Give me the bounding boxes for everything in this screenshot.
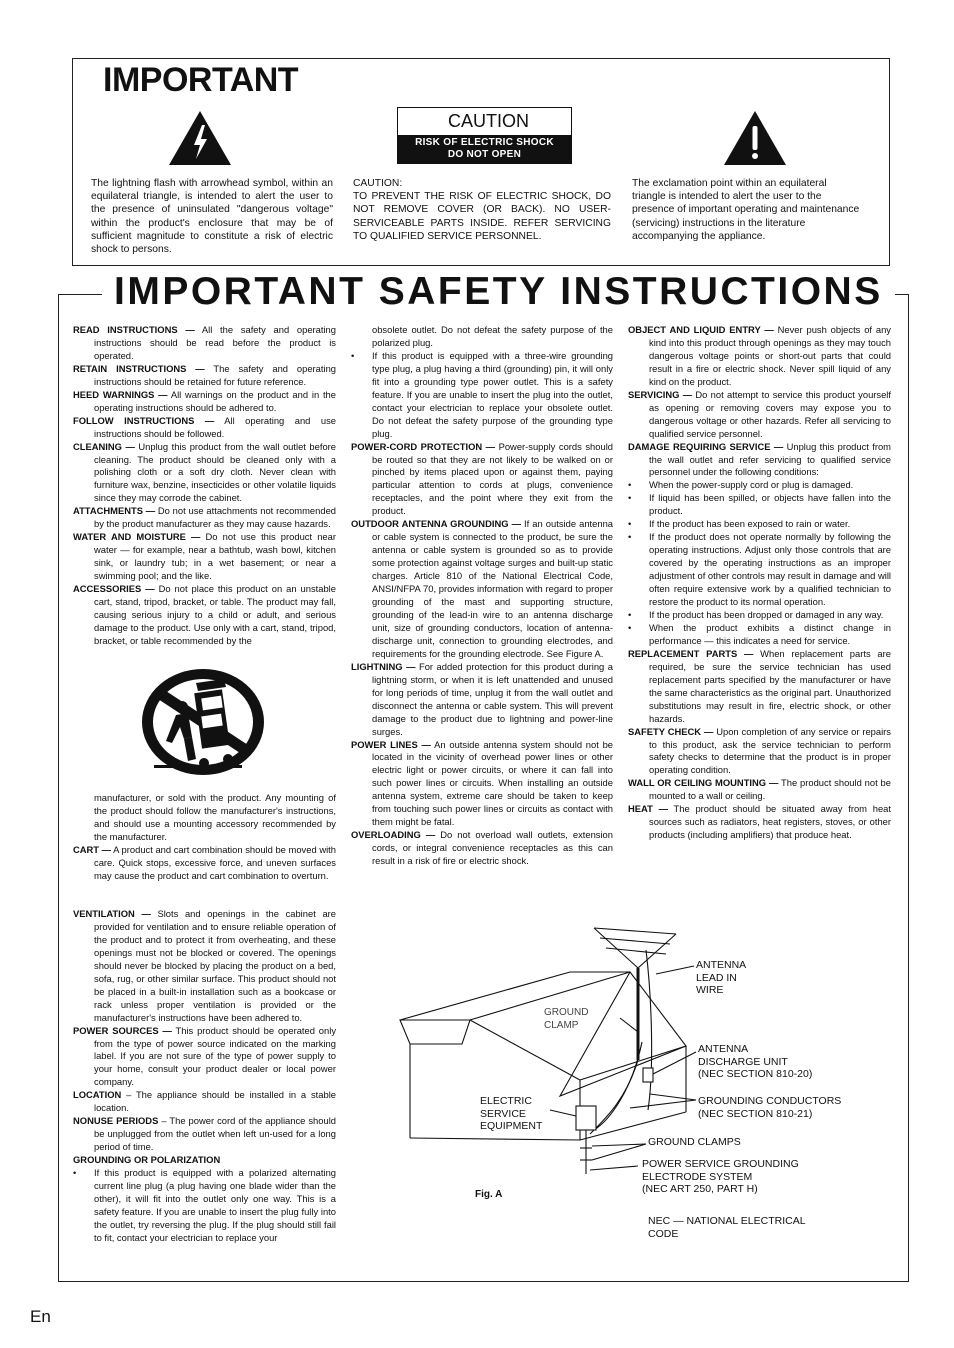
ventilation: VENTILATION — Slots and openings in the cabinet are provided for ventilation and to ensure reliable operation of the product and to protect it from overheating, and these openings must not be blocked or covered. The openings should never be blocked by placing the product on a bed, sofa, rug, or other similar surface. This product should not be placed in a built-in installation such as a bookcase or rack unless proper ventilation is provided or the manufacturer's instructions have been adhered to. bbox=[73, 908, 336, 1023]
cleaning: CLEANING — Unplug this product from the wall outlet before cleaning. The product should be cleaned only with a polishing cloth or a soft dry cloth. Never clean with furniture wax, benzine, insecticides or other volatile liquids since they may corrode the cabinet. bbox=[73, 440, 337, 504]
important-title: IMPORTANT bbox=[103, 61, 299, 99]
caution-bar-line: RISK OF ELECTRIC SHOCK bbox=[415, 137, 554, 148]
column-1-top bbox=[73, 324, 336, 648]
list-item: • If the product does not operate normally by following the operating instructions. Adjust only those controls that are covered by the operating instructions as an improper adjustment of other controls may result in damage and will often require extensive work by a qualified technician to restore the product to its normal operation. bbox=[628, 531, 891, 609]
damage-list bbox=[628, 479, 891, 647]
attachments: ATTACHMENTS — Do not use attachments not recommended by the product manufacturer as they may cause hazards. bbox=[73, 505, 336, 530]
heed-warnings: HEED WARNINGS — All warnings on the product and in the operating instructions should be adhered to. bbox=[73, 388, 336, 413]
label-discharge-unit: ANTENNA DISCHARGE UNIT (NEC SECTION 810-20) bbox=[698, 1043, 813, 1080]
nonuse-periods: NONUSE PERIODS – The power cord of the appliance should be unplugged from the outlet when left un-used for a long period of time. bbox=[73, 1115, 336, 1153]
list-item: • If this product is equipped with a three-wire grounding type plug, a plug having a third (grounding) pin, it will only fit into a grounding type power outlet. This is a safety feature. If you are unable to insert the plug into the outlet, contact your electrician to replace your obsolete outlet. Do not defeat the safety purpose of the grounding type plug. bbox=[351, 350, 613, 441]
label-electric-service-equipment: ELECTRIC SERVICE EQUIPMENT bbox=[480, 1095, 543, 1132]
label-grounding-electrode: POWER SERVICE GROUNDING ELECTRODE SYSTEM (NEC ART 250, PART H) bbox=[642, 1158, 799, 1195]
column-1-middle bbox=[73, 792, 336, 883]
read-instructions: READ INSTRUCTIONS — All the safety and operating instructions should be read before the product is operated. bbox=[73, 324, 336, 361]
label-nec-note: NEC — NATIONAL ELECTRICAL CODE bbox=[648, 1215, 806, 1240]
exclamation-triangle-icon bbox=[722, 109, 788, 167]
caution-bar-line: DO NOT OPEN bbox=[447, 149, 522, 160]
accessories: ACCESSORIES — Do not place this product on an unstable cart, stand, tripod, bracket, or table. The product may fall, causing serious injury to a child or adult, and serious damage to the product. Use only with a cart, stand, tripod, bracket, or table recommended by the bbox=[73, 583, 336, 646]
overloading: OVERLOADING — Do not overload wall outlets, extension cords, or integral convenience receptacles as this can result in a risk of fire or electric shock. bbox=[351, 829, 613, 867]
lightning: LIGHTNING — For added protection for this product during a lightning storm, or when it is left unattended and unused for long periods of time, unplug it from the wall outlet and disconnect the antenna or cable system. This will prevent damage to the product due to lightning and power-line surges. bbox=[351, 660, 613, 737]
list-item: • If the product has been exposed to rain or water. bbox=[628, 518, 891, 531]
servicing: SERVICING — Do not attempt to service this product yourself as opening or removing covers may expose you to dangerous voltage or other hazards. Refer all servicing to qualified service personnel. bbox=[628, 388, 891, 439]
label-grounding-conductors: GROUNDING CONDUCTORS (NEC SECTION 810-21) bbox=[698, 1095, 842, 1120]
safety-title: IMPORTANT SAFETY INSTRUCTIONS bbox=[102, 270, 895, 314]
caution-body: TO PREVENT THE RISK OF ELECTRIC SHOCK, DO NOT REMOVE COVER (OR BACK). NO USER-SERVICEABLE PARTS INSIDE. REFER SERVICING TO QUALIFIED SERVICE PERSONNEL. bbox=[353, 191, 611, 242]
important-box bbox=[72, 58, 890, 266]
location: LOCATION – The appliance should be installed in a stable location. bbox=[73, 1089, 336, 1114]
damage-requiring-service: DAMAGE REQUIRING SERVICE — Unplug this product from the wall outlet and refer servicing to qualified service personnel under the following conditions: bbox=[628, 440, 891, 478]
grounding-list bbox=[73, 1167, 336, 1245]
heat: HEAT — The product should be situated away from heat sources such as radiators, heat registers, stoves, or other products (including amplifiers) that produce heat. bbox=[628, 803, 891, 841]
caution-bar bbox=[398, 135, 571, 163]
replacement-parts: REPLACEMENT PARTS — When replacement parts are required, be sure the service technician has used replacement parts specified by the manufacturer or have the same characteristics as the original part. Unauthorized substitutions may result in fire, electric shock, or other hazards. bbox=[628, 647, 891, 724]
safety-check: SAFETY CHECK — Upon completion of any service or repairs to this product, ask the service technician to perform safety checks to determine that the product is in proper operating condition. bbox=[628, 725, 891, 776]
list-item: • If the product has been dropped or damaged in any way. bbox=[628, 609, 891, 622]
power-lines: POWER LINES — An outside antenna system should not be located in the vicinity of overhead power lines or other electric light or power circuits, or where it can fall into such power lines or circuits. When installing an outside antenna system, extreme care should be taken to keep from touching such power lines or circuits as contact with them might be fatal. bbox=[351, 738, 614, 828]
lightning-explanation: The lightning flash with arrowhead symbol, within an equilateral triangle, is intended to alert the user to the presence of uninsulated "dangerous voltage" within the product's enclosure that may be of sufficient magnitude to constitute a risk of electric shock to persons. bbox=[91, 178, 333, 256]
list-item: • When the product exhibits a distinct change in performance — this indicates a need for service. bbox=[628, 622, 891, 648]
exclamation-explanation: The exclamation point within an equilateral triangle is intended to alert the user to the presence of important operating and maintenance (servicing) instructions in the literature accompanying the appliance. bbox=[632, 178, 860, 242]
label-ground-clamps: GROUND CLAMPS bbox=[648, 1136, 741, 1148]
column-3 bbox=[628, 324, 891, 842]
column-2 bbox=[351, 324, 613, 868]
caution-label bbox=[397, 107, 572, 164]
caution-text bbox=[353, 177, 611, 243]
grounding-heading: GROUNDING OR POLARIZATION bbox=[73, 1154, 221, 1166]
column-1-bottom bbox=[73, 908, 336, 1245]
list-item: • When the power-supply cord or plug is damaged. bbox=[628, 479, 891, 492]
lightning-triangle-icon bbox=[167, 109, 233, 167]
water-and-moisture: WATER AND MOISTURE — Do not use this product near water — for example, near a bathtub, wash bowl, kitchen sink, or laundry tub; in a wet basement; or near a swimming pool; and the like. bbox=[73, 531, 336, 582]
wall-or-ceiling-mounting: WALL OR CEILING MOUNTING — The product should not be mounted to a wall or ceiling. bbox=[628, 777, 891, 802]
list-item: • If this product is equipped with a polarized alternating current line plug (a plug having one blade wider than the other), it will fit into the outlet only one way. This is a safety feature. If you are unable to insert the plug fully into the outlet, try reversing the plug. If the plug should still fail to fit, contact your electrician to replace your bbox=[73, 1167, 336, 1245]
list-item: • If liquid has been spilled, or objects have fallen into the product. bbox=[628, 492, 891, 518]
caution-word: CAUTION bbox=[448, 111, 529, 131]
follow-instructions: FOLLOW INSTRUCTIONS — All operating and use instructions should be followed. bbox=[73, 414, 336, 439]
grounding-continued: obsolete outlet. Do not defeat the safety purpose of the polarized plug. bbox=[372, 324, 613, 348]
no-cart-tipover-icon bbox=[140, 667, 266, 777]
cart: CART — A product and cart combination should be moved with care. Quick stops, excessive force, and uneven surfaces may cause the product and cart combination to overturn. bbox=[73, 843, 336, 881]
grounding-list-2 bbox=[351, 350, 613, 441]
language-label: En bbox=[30, 1307, 51, 1326]
power-sources: POWER SOURCES — This product should be operated only from the type of power source indicated on the marking label. If you are not sure of the type of power supply to your home, consult your product dealer or local power company. bbox=[73, 1024, 337, 1088]
object-and-liquid-entry: OBJECT AND LIQUID ENTRY — Never push objects of any kind into this product through openings as they may touch dangerous voltage points or short-out parts that could result in a fire or electric shock. Never spill liquid of any kind on the product. bbox=[628, 324, 891, 387]
figure-caption: Fig. A bbox=[475, 1189, 503, 1200]
label-ground-clamp: GROUND CLAMP bbox=[544, 1007, 589, 1031]
caution-heading: CAUTION: bbox=[353, 178, 403, 189]
power-cord-protection: POWER-CORD PROTECTION — Power-supply cords should be routed so that they are not likely to be walked on or pinched by items placed upon or against them, paying particular attention to cords at plugs, convenience receptacles, and the point where they exit from the product. bbox=[351, 440, 613, 517]
outdoor-antenna-grounding: OUTDOOR ANTENNA GROUNDING — If an outside antenna or cable system is connected to the product, be sure the antenna or cable system is grounded so as to provide some protection against voltage surges and built-up static charges. Article 810 of the National Electrical Code, ANSI/NFPA 70, provides information with regard to proper grounding of the mast and supporting structure, grounding of the lead-in wire to an antenna discharge unit, size of grounding conductors, location of antenna-discharge unit, connection to grounding electrodes, and requirements for the grounding electrode. See Figure A. bbox=[351, 518, 613, 659]
accessories-continued: manufacturer, or sold with the product. Any mounting of the product should follow the manufacturer's instructions, and should use a mounting accessory recommended by the manufacturer. bbox=[94, 792, 336, 842]
label-antenna-lead-in: ANTENNA LEAD IN WIRE bbox=[696, 959, 747, 996]
retain-instructions: RETAIN INSTRUCTIONS — The safety and operating instructions should be retained for future reference. bbox=[73, 362, 336, 387]
